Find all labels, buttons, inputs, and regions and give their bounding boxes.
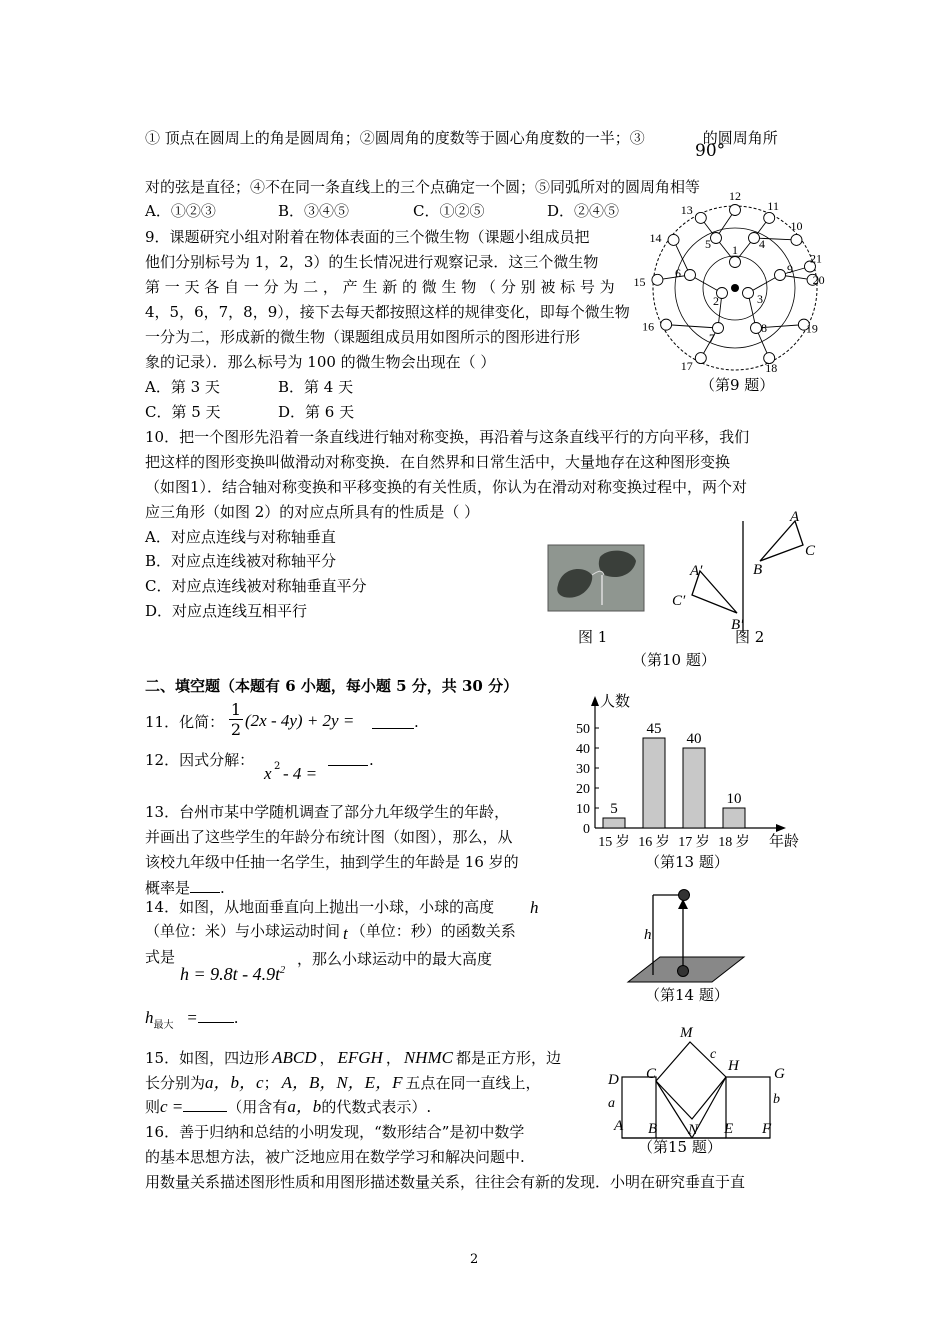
category-label: 17 岁 <box>678 835 710 850</box>
q11-end: . <box>414 713 419 731</box>
q9-node-label: 19 <box>805 321 818 336</box>
y-tick-label: 40 <box>576 742 590 757</box>
q10-caption: （第10 题） <box>632 651 716 669</box>
q9-node-label: 12 <box>729 189 741 203</box>
q9-node-label: 21 <box>809 251 822 266</box>
q9-line-2: 他们分别标号为 1，2，3）的生长情况进行观察记录．这三个微生物 <box>145 253 599 271</box>
label-a: A <box>790 509 800 525</box>
q9-node-label: 9 <box>787 262 793 276</box>
y-axis-arrow <box>591 696 599 706</box>
q11-answer-blank[interactable] <box>372 728 414 729</box>
y-tick-label: 50 <box>576 722 590 737</box>
label-c: C <box>646 1066 657 1082</box>
q10-option-a: A．对应点连线与对称轴垂直 <box>145 528 336 546</box>
bar <box>643 738 665 828</box>
center-dot <box>731 284 739 292</box>
q13-bar-chart <box>560 688 810 853</box>
label-n: N <box>688 1122 699 1138</box>
fig-h-label: h <box>644 927 652 943</box>
q9-node <box>730 205 741 216</box>
q9-node <box>743 288 754 299</box>
q9-node <box>711 233 722 244</box>
ball-bottom <box>678 966 689 977</box>
data-label: 40 <box>686 731 702 747</box>
q12-x: x <box>264 764 272 783</box>
category-label: 15 岁 <box>598 835 630 850</box>
q9-node-label: 7 <box>709 331 715 345</box>
q9-node-label: 17 <box>680 359 693 374</box>
q11-frac-num: 1 <box>230 700 242 719</box>
bar <box>683 748 705 828</box>
q9-line-6: 象的记录）．那么标号为 100 的微生物会出现在（ ） <box>145 353 496 371</box>
q9-node-label: 14 <box>649 230 662 245</box>
label-e: E <box>724 1121 734 1137</box>
q9-option-d: D．第 6 天 <box>278 403 355 421</box>
q8-option-d: D．②④⑤ <box>547 202 620 220</box>
q11-expr: (2x - 4y) + 2y = <box>245 711 355 730</box>
q10-line-1: 10．把一个图形先沿着一条直线进行轴对称变换，再沿着与这条直线平行的方向平移，我们 <box>145 428 750 446</box>
y-axis-label: 人数 <box>600 694 631 710</box>
q12-prefix: 12．因式分解： <box>145 751 255 769</box>
q9-node <box>775 270 786 281</box>
q9-node <box>661 319 672 330</box>
q10-option-b: B．对应点连线被对称轴平分 <box>145 552 337 570</box>
q8-line1: ① 顶点在圆周上的角是圆周角；②圆周角的度数等于圆心角度数的一半；③ 的圆周角所 <box>145 129 778 147</box>
label-a: A <box>614 1118 624 1134</box>
q14-line-1: 14．如图，从地面垂直向上抛出一小球，小球的高度 <box>145 898 495 916</box>
q14-figure <box>620 885 750 985</box>
label-b: B <box>753 562 763 578</box>
q16-line-2: 的基本思想方法，被广泛地应用在数学学习和解决问题中. <box>145 1148 525 1166</box>
q10-figure2 <box>660 505 825 635</box>
q8-option-b: B．③④⑤ <box>278 202 350 220</box>
q9-node-label: 20 <box>812 272 825 287</box>
q10-fig1-label: 图 1 <box>578 628 608 646</box>
q9-node <box>695 212 706 223</box>
q9-node <box>751 323 762 334</box>
category-label: 16 岁 <box>638 835 670 850</box>
label-a-prime: A′ <box>690 563 703 579</box>
q9-line-4: 4，5，6，7，8，9），接下去每天都按照这样的规律变化，即每个微生物 <box>145 303 630 321</box>
q9-node-label: 2 <box>713 294 719 308</box>
q15-line-3: 则c = （用含有a，b的代数式表示）. <box>145 1097 432 1116</box>
q13-line-3: 该校九年级中任抽一名学生，抽到学生的年龄是 16 岁的 <box>145 853 519 871</box>
q9-option-c: C．第 5 天 <box>145 403 221 421</box>
y-tick-label: 30 <box>576 762 590 777</box>
q10-leaf-photo <box>548 545 644 611</box>
q9-line-5: 一分为二，形成新的微生物（课题组成员用如图所示的图形进行形 <box>145 328 581 346</box>
q13-caption: （第13 题） <box>645 853 729 871</box>
q9-node-label: 11 <box>767 198 779 213</box>
q10-fig2-label: 图 2 <box>735 628 765 646</box>
q9-option-b: B．第 4 天 <box>278 378 354 396</box>
label-b-side: b <box>773 1092 780 1107</box>
q9-node-label: 18 <box>765 361 778 376</box>
q13-line-1: 13．台州市某中学随机调查了部分九年级学生的年龄， <box>145 803 510 821</box>
q9-figure <box>633 189 825 400</box>
q15-answer-blank[interactable] <box>183 1097 227 1112</box>
q9-node-label: 5 <box>705 237 711 251</box>
label-d: D <box>608 1072 619 1088</box>
q14-var-h: h <box>530 898 539 917</box>
q13-line-2: 并画出了这些学生的年龄分布统计图（如图），那么，从 <box>145 828 513 846</box>
label-m: M <box>680 1025 693 1041</box>
q9-node-label: 4 <box>759 237 765 251</box>
q9-node <box>668 234 679 245</box>
y-tick-label: 10 <box>576 802 590 817</box>
q11-frac-den: 2 <box>230 720 242 739</box>
category-label: 18 岁 <box>718 835 750 850</box>
section-2-title: 二、填空题（本题有 6 小题，每小题 5 分，共 30 分） <box>145 677 519 695</box>
label-b-prime: B′ <box>731 617 744 633</box>
q9-node <box>791 234 802 245</box>
label-g: G <box>774 1066 785 1082</box>
q9-node <box>685 270 696 281</box>
q15-figure <box>600 1020 800 1145</box>
q14-formula: $h = 9.8t - 4.9t^2$ <box>180 964 286 984</box>
q9-node <box>764 212 775 223</box>
q10-option-d: D．对应点连线互相平行 <box>145 602 308 620</box>
q14-line-2: （单位：米）与小球运动时间 t （单位：秒）的函数关系 <box>145 922 516 943</box>
label-c-prime: C′ <box>672 593 686 609</box>
triangle-abc <box>760 521 803 561</box>
x-axis-label: 年龄 <box>769 834 800 850</box>
q12-end: . <box>369 751 374 769</box>
q9-node-label: 15 <box>633 274 646 289</box>
q15-caption: （第15 题） <box>638 1138 722 1156</box>
q10-option-c: C．对应点连线被对称轴垂直平分 <box>145 577 367 595</box>
page-number: 2 <box>470 1252 479 1267</box>
q10-line-4: 应三角形（如图 2）的对应点所具有的性质是（ ） <box>145 503 480 521</box>
q9-node-label: 3 <box>757 292 763 306</box>
q15-line-2: 长分别为a，b，c； A，B，N，E，F 五点在同一直线上， <box>145 1073 541 1092</box>
data-label: 5 <box>610 801 618 817</box>
label-c: C <box>805 543 816 559</box>
ball-top <box>679 890 690 901</box>
q9-node-label: 6 <box>675 266 681 280</box>
q14-line-3b: ，那么小球运动中的最大高度 <box>297 950 493 968</box>
x-axis-arrow <box>776 824 786 832</box>
label-h: H <box>728 1058 739 1074</box>
q11-prefix: 11．化简： <box>145 713 225 731</box>
q8-option-a: A．①②③ <box>145 202 216 220</box>
q14-hmax: $h_{最大}$ = . <box>145 1008 239 1031</box>
q9-node-label: 10 <box>790 218 803 233</box>
q10-line-2: 把这样的图形变换叫做滑动对称变换．在自然界和日常生活中，大量地存在这种图形变换 <box>145 453 731 471</box>
q13-line-4: 概率是 . <box>145 876 225 898</box>
q10-line-3: （如图1）．结合轴对称变换和平移变换的有关性质，你认为在滑动对称变换过程中，两个对 <box>145 478 748 496</box>
q9-option-a: A．第 3 天 <box>145 378 220 396</box>
label-a-side: a <box>608 1096 615 1111</box>
q14-caption: （第14 题） <box>645 986 729 1004</box>
q9-node <box>695 353 706 364</box>
q9-node <box>730 257 741 268</box>
q14-line-3: 式是 <box>145 948 176 966</box>
q15-line-1: 15．如图，四边形 ABCD ， EFGH ， NHMC 都是正方形，边 <box>145 1048 561 1067</box>
q12-exp: 2 <box>274 761 281 772</box>
q8-option-c: C．①②⑤ <box>413 202 485 220</box>
bar <box>603 818 625 828</box>
data-label: 10 <box>726 791 742 807</box>
y-tick-label: 0 <box>583 822 590 837</box>
label-c-side: c <box>710 1047 717 1062</box>
q16-line-1: 16．善于归纳和总结的小明发现，“数形结合”是初中数学 <box>145 1123 525 1141</box>
bar <box>723 808 745 828</box>
label-b: B <box>648 1121 658 1137</box>
q12-expr: - 4 = <box>283 764 318 783</box>
q8-line2: 对的弦是直径；④不在同一条直线上的三个点确定一个圆；⑤同弧所对的圆周角相等 <box>145 178 701 196</box>
q9-caption: （第9 题） <box>700 376 775 394</box>
q8-degree: 90° <box>695 141 726 161</box>
q9-line-1: 9．课题研究小组对附着在物体表面的三个微生物（课题小组成员把 <box>145 228 590 246</box>
q12-answer-blank[interactable] <box>328 765 368 766</box>
q9-link <box>666 325 718 328</box>
q9-node-label: 8 <box>761 321 767 335</box>
label-f: F <box>762 1121 772 1137</box>
y-tick-label: 20 <box>576 782 590 797</box>
q9-node-label: 1 <box>732 243 738 257</box>
q9-line-3: 第 一 天 各 自 一 分 为 二 ， 产 生 新 的 微 生 物 （ 分 别 被 标 号 为 <box>145 278 615 296</box>
q9-node <box>652 274 663 285</box>
q9-node-label: 16 <box>642 319 655 334</box>
q14-answer-blank[interactable] <box>198 1012 234 1023</box>
q9-node-label: 13 <box>680 202 693 217</box>
q16-line-3: 用数量关系描述图形性质和用图形描述数量关系，往往会有新的发现．小明在研究垂直于直 <box>145 1173 746 1191</box>
data-label: 45 <box>646 721 662 737</box>
q13-answer-blank[interactable] <box>190 876 220 893</box>
q9-node <box>749 233 760 244</box>
